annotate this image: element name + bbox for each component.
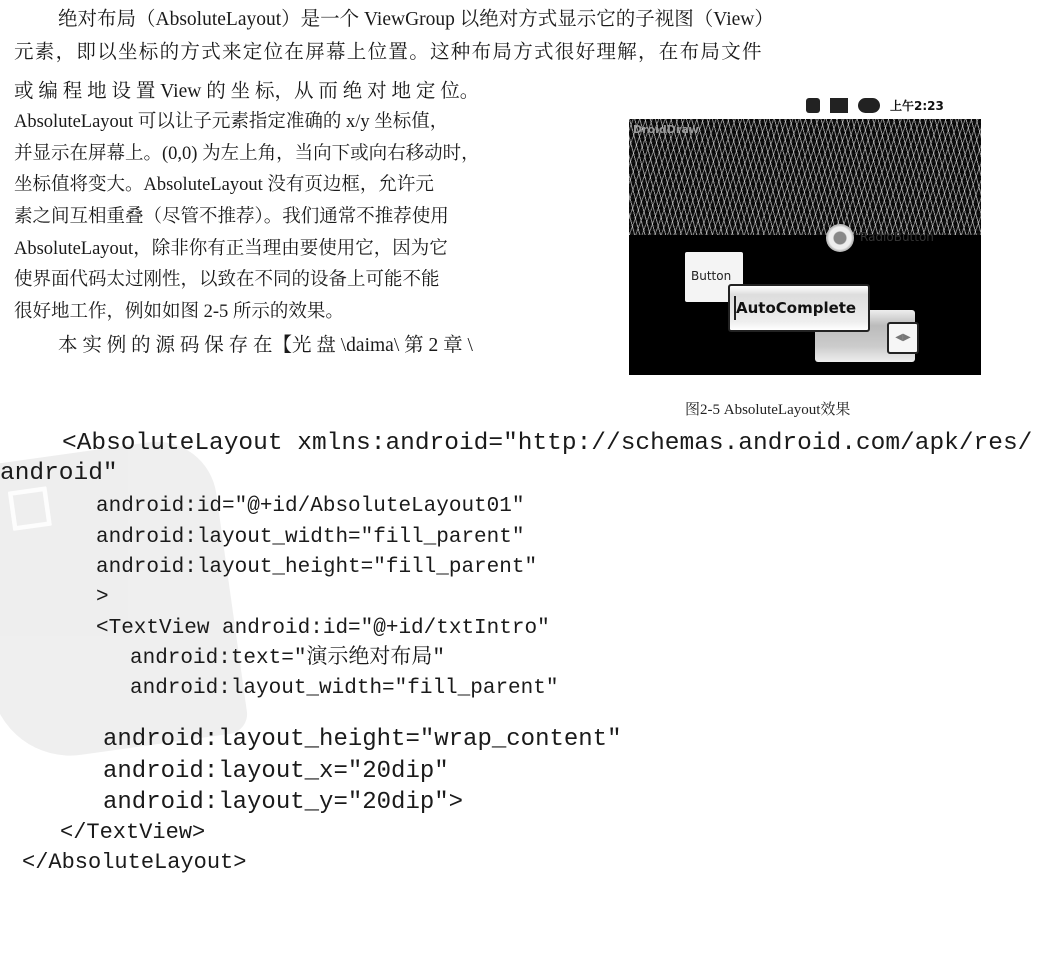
wallpaper-noise — [629, 119, 981, 235]
code-line: android:layout_width="fill_parent" — [130, 677, 559, 700]
autocomplete-widget: AutoComplete — [728, 284, 870, 332]
text-line: 或 编 程 地 设 置 View 的 坐 标，从 而 绝 对 地 定 位。 — [14, 81, 480, 102]
text-line: 素之间互相重叠（尽管不推荐）。我们通常不推荐使用 — [14, 207, 449, 227]
text-line: 使界面代码太过刚性，以致在不同的设备上可能不能 — [14, 270, 440, 290]
app-title: DroidDraw — [633, 123, 699, 136]
code-line: <AbsoluteLayout xmlns:android="http://schemas.android.com/apk/res/ — [62, 430, 1033, 457]
code-line: android:text="演示绝对布局" — [130, 647, 446, 670]
battery-icon — [858, 98, 880, 113]
text-line: 很好地工作，例如如图 2-5 所示的效果。 — [14, 302, 344, 322]
button-widget: Button — [685, 252, 743, 302]
text-line: 元素，即以坐标的方式来定位在屏幕上位置。这种布局方式很好理解，在布局文件 — [14, 42, 763, 63]
code-line: </AbsoluteLayout> — [22, 850, 247, 875]
text-line: AbsoluteLayout 可以让子元素指定准确的 x/y 坐标值， — [14, 112, 449, 132]
text-line: 并显示在屏幕上。(0,0) 为左上角，当向下或向右移动时， — [14, 144, 480, 164]
status-bar — [806, 97, 944, 114]
signal-icon — [830, 98, 848, 113]
figure-caption: 图2-5 AbsoluteLayout效果 — [685, 402, 851, 418]
watermark-glyph: ☐ — [2, 476, 58, 544]
status-time: 上午2:23 — [890, 99, 944, 113]
text-line: AbsoluteLayout，除非你有正当理由要使用它，因为它 — [14, 239, 448, 259]
code-line: android:layout_width="fill_parent" — [96, 526, 525, 549]
text-line: 坐标值将变大。AbsoluteLayout 没有页边框，允许元 — [14, 175, 434, 195]
spinner-arrows-icon: ◀▶ — [887, 322, 919, 354]
code-line: </TextView> — [60, 820, 206, 845]
code-line: android:layout_x="20dip" — [103, 758, 449, 785]
code-line: android:layout_y="20dip"> — [103, 789, 464, 816]
code-line: android" — [0, 460, 118, 487]
figure-screenshot — [629, 119, 981, 375]
code-line: > — [96, 586, 109, 609]
code-line: <TextView android:id="@+id/txtIntro" — [96, 617, 550, 640]
text-line: 本 实 例 的 源 码 保 存 在【光 盘 \daima\ 第 2 章 \ — [58, 335, 473, 356]
code-line: android:layout_height="fill_parent" — [96, 556, 538, 579]
code-line: android:id="@+id/AbsoluteLayout01" — [96, 495, 525, 518]
radio-label: RadioButton — [860, 230, 934, 244]
code-line: android:layout_height="wrap_content" — [103, 726, 622, 753]
text-line: 绝对布局（AbsoluteLayout）是一个 ViewGroup 以绝对方式显示它的子视图（View） — [58, 9, 774, 30]
sim-icon — [806, 98, 820, 113]
radio-button — [826, 224, 854, 252]
